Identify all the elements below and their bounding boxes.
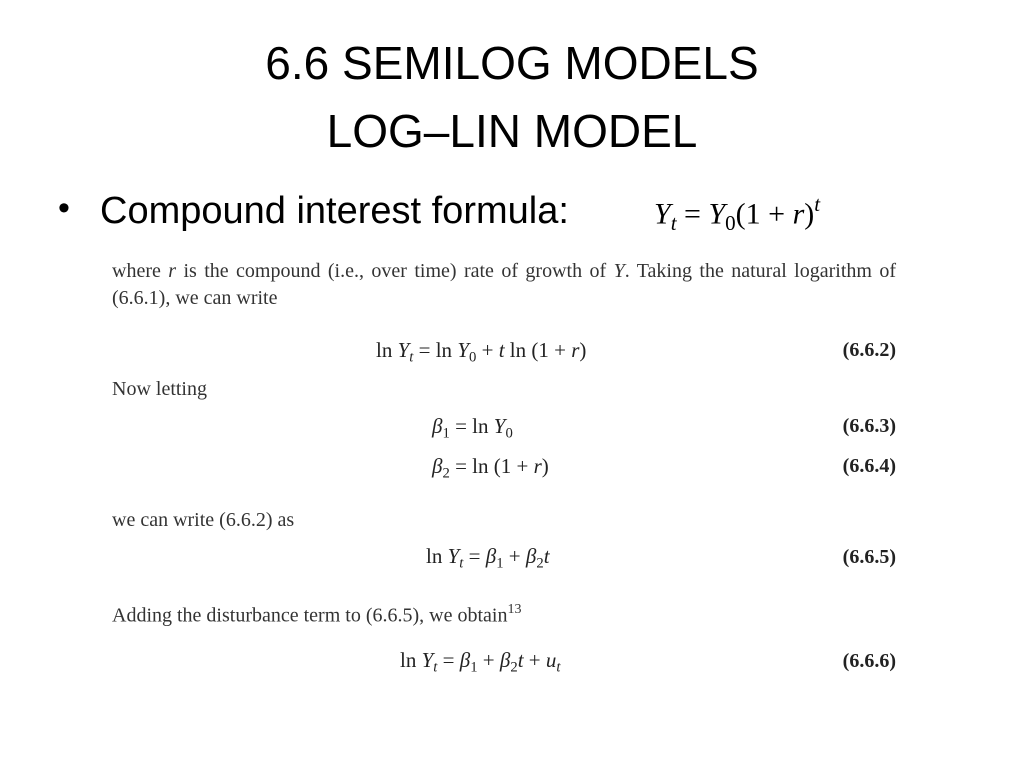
equation-number: (6.6.4) — [842, 455, 896, 477]
bullet-dot-icon: • — [58, 189, 70, 227]
equation-6-6-3: $\beta_1 = \ln Y_0$ — [432, 414, 513, 442]
adding-disturbance-text — [112, 596, 896, 629]
adding-text: Adding the disturbance term to (6.6.5), we obtain — [112, 604, 508, 627]
now-letting-text: Now letting — [112, 378, 207, 400]
para1-text-a: where — [112, 260, 169, 282]
equation-number: (6.6.5) — [842, 546, 896, 568]
para1-text-c: . Taking the natural logarithm of (6.6.1), we can write — [112, 260, 897, 309]
para1-text-b: is the compound (i.e., over time) rate of growth of — [176, 260, 614, 282]
we-can-write-text: we can write (6.6.2) as — [112, 509, 295, 531]
equation-6-6-6: $\ln Y_t = \beta_1 + \beta_2t + u_t$ — [400, 648, 561, 676]
slide-title-line1: 6.6 SEMILOG MODELS — [265, 37, 759, 89]
slide-title-line2: LOG–LIN MODEL — [326, 105, 698, 157]
equation-number: (6.6.3) — [842, 415, 896, 437]
compound-interest-formula: $Y_t = Y_0(1 + r)^t$ — [654, 192, 821, 235]
equation-number: (6.6.6) — [842, 650, 896, 672]
para1-var-y: Y — [613, 260, 625, 282]
equation-6-6-5: $\ln Y_t = \beta_1 + \beta_2t$ — [426, 544, 550, 572]
paragraph-intro — [112, 258, 896, 312]
footnote-marker: 13 — [507, 602, 522, 617]
bullet-text: Compound interest formula: — [100, 190, 569, 232]
para1-var-r: r — [168, 260, 177, 282]
equation-number: (6.6.2) — [842, 339, 896, 361]
equation-6-6-4: $\beta_2 = \ln (1 + r)$ — [432, 454, 549, 482]
equation-6-6-2: $\ln Y_t = \ln Y_0 + t$ ln (1 + r) — [376, 338, 587, 366]
